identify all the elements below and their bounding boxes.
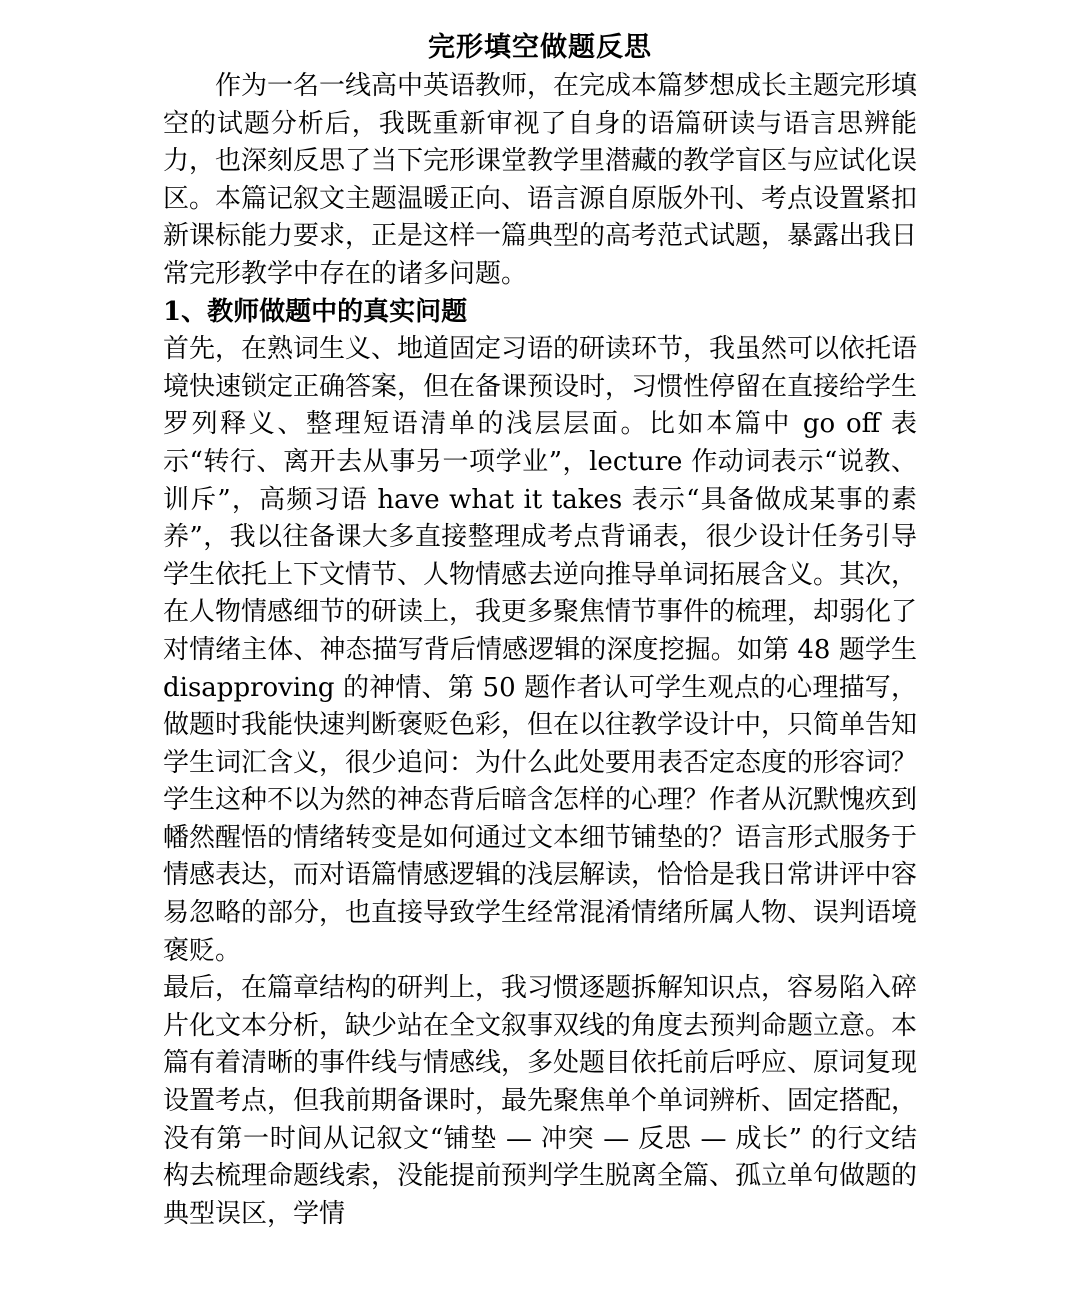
intro-paragraph: 作为一名一线高中英语教师，在完成本篇梦想成长主题完形填空的试题分析后，我既重新审视了自身的语篇研读与语言思辨能力，也深刻反思了当下完形课堂教学里潜藏的教学盲区与应试化误区。本篇记叙文主题温暖正向、语言源自原版外刊、考点设置紧扣新课标能力要求，正是这样一篇典型的高考范式试题，暴露出我日常完形教学中存在的诸多问题。 (163, 71, 918, 289)
document-title: 完形填空做题反思 (428, 32, 652, 63)
section-heading: 1、教师做题中的真实问题 (163, 296, 468, 327)
body-paragraph-2: 最后，在篇章结构的研判上，我习惯逐题拆解知识点，容易陷入碎片化文本分析，缺少站在全文叙事双线的角度去预判命题立意。本篇有着清晰的事件线与情感线，多处题目依托前后呼应、原词复现设置考点，但我前期备课时，最先聚焦单个单词辨析、固定搭配，没有第一时间从记叙文“铺垫 — 冲突 — 反思 — 成长” 的行文结构去梳理命题线索，没能提前预判学生脱离全篇、孤立单句做题的典型误区，学情 (163, 973, 918, 1229)
body-paragraph-1: 首先，在熟词生义、地道固定习语的研读环节，我虽然可以依托语境快速锁定正确答案，但在备课预设时，习惯性停留在直接给学生罗列释义、整理短语清单的浅层层面。比如本篇中 go off 表示“转行、离开去从事另一项学业”，lecture 作动词表示“说教、训斥”，高频习语 have what it takes 表示“具备做成某事的素养”，我以往备课大多直接整理成考点背诵表，很少设计任务引导学生依托上下文情节、人物情感去逆向推导单词拓展含义。其次，在人物情感细节的研读上，我更多聚焦情节事件的梳理，却弱化了对情绪主体、神态描写背后情感逻辑的深度挖掘。如第 48 题学生 disapproving 的神情、第 50 题作者认可学生观点的心理描写，做题时我能快速判断褒贬色彩，但在以往教学设计中，只简单告知学生词汇含义，很少追问：为什么此处要用表否定态度的形容词？学生这种不以为然的神态背后暗含怎样的心理？作者从沉默愧疚到幡然醒悟的情绪转变是如何通过文本细节铺垫的？语言形式服务于情感表达，而对语篇情感逻辑的浅层解读，恰恰是我日常讲评中容易忽略的部分，也直接导致学生经常混淆情绪所属人物、误判语境褒贬。 (163, 334, 918, 966)
document-page (163, 28, 917, 1233)
